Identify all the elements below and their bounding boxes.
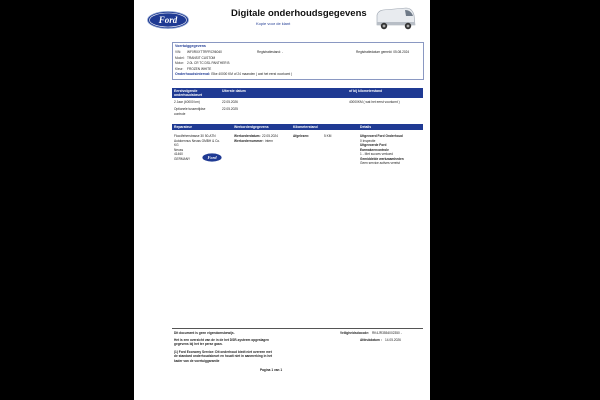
next-service-row1-label: 2 Jaar (40000 km) xyxy=(174,100,200,104)
next-service-row2-label: Optionele tussentijdse controle xyxy=(174,107,206,116)
detail-line4: Earmakeercontrole xyxy=(360,147,389,152)
next-service-row2-date: 22.05.2025 xyxy=(222,107,238,111)
svg-text:Ford: Ford xyxy=(207,155,217,161)
next-service-col1: Eerstvolgende onderhoudsbeurt xyxy=(174,89,203,97)
page-number: Pagina 1 van 1 xyxy=(260,368,283,372)
model-value: TRANSIT CUSTOM xyxy=(187,55,216,60)
vin-row xyxy=(175,50,222,54)
wo-date-label: Werkorderdatum: xyxy=(234,134,261,138)
ford-logo xyxy=(147,11,189,29)
interval-row xyxy=(175,72,292,76)
repair-addr-line4: Neuss xyxy=(174,147,184,152)
next-service-header xyxy=(172,88,423,98)
detail-line5: 1 - Met succes verkoed xyxy=(360,152,393,156)
document-header xyxy=(134,0,430,38)
van-image xyxy=(374,3,418,33)
detail-line3: Uitgevoerde Ford xyxy=(360,143,387,147)
repair-col2: Werkorderdgegevens xyxy=(234,125,269,129)
reg-label: Registratiestand: xyxy=(257,50,281,54)
next-service-row1-km: 40000KM ( wat het eerst voorkomt ) xyxy=(349,100,400,104)
footer-note1: Dit document is geen eigendomsbewijs. xyxy=(174,331,235,335)
footer-divider xyxy=(172,328,423,329)
km-value: 5 KM xyxy=(324,134,332,138)
repair-addr-line2: Autokennus Neuss GMBH & Co. xyxy=(174,138,221,143)
motor-row xyxy=(175,61,230,65)
interval-value: Elke 40000 KM of 24 maanden ( wat het eerst voorkomt ) xyxy=(211,72,293,76)
motor-value: 2.0L CR TC DSL PANTHER B xyxy=(187,61,230,65)
repair-addr-line6: GERMANY xyxy=(174,156,191,161)
next-service-row1-date: 22.05.2026 xyxy=(222,100,238,104)
repair-col4: Details xyxy=(360,125,372,129)
detail-line6: Gemiddelde werkzaamheden xyxy=(360,156,404,161)
vin-value: WF0RXXTTRFRC96040 xyxy=(187,50,222,54)
motor-label: Motor: xyxy=(175,61,185,65)
print-date-value: 14.05.2026 xyxy=(385,338,401,342)
safety-code-label: Veiligheidsdocode: xyxy=(340,331,370,335)
repair-header xyxy=(172,124,423,130)
vehicle-section-title: Voertuiggegevens xyxy=(175,44,206,48)
kleur-label: Kleur: xyxy=(175,66,184,71)
print-date-label: Afdrukdatum : xyxy=(360,338,382,342)
repair-addr-line1: Floodfeherstrasse 30 50-ATN xyxy=(174,134,216,138)
reg-value: - xyxy=(281,50,283,54)
repair-col3: Kilometerstand xyxy=(293,125,318,129)
kleur-value: FROZEN WHITE xyxy=(187,66,212,71)
model-row xyxy=(175,56,215,60)
vehicle-data-box xyxy=(172,42,424,80)
repair-col1: Reparateur xyxy=(174,125,192,129)
svg-text:Ford: Ford xyxy=(158,15,178,26)
interval-label: Onderhoudsinterval: xyxy=(175,72,211,76)
reg-date xyxy=(356,50,409,54)
detail-line2: 0 Inspectie xyxy=(360,138,376,143)
wo-num-value: intern xyxy=(265,138,273,143)
next-service-col2: Uiterste datum xyxy=(222,89,246,93)
wo-date-value: 22.05.2024 xyxy=(262,134,278,138)
km-label: Afgelezen: xyxy=(293,134,310,138)
regdate-value: 05.08.2024 xyxy=(393,50,410,54)
detail-line7: Geen service actives vereist xyxy=(360,161,400,165)
wo-num-label: Werkordernummer: xyxy=(234,138,264,143)
safety-code-value: RK4JR3554002350 - xyxy=(372,331,402,335)
repair-addr-line3: KG xyxy=(174,143,179,147)
model-label: Model: xyxy=(175,55,185,60)
kleur-row xyxy=(175,67,211,71)
detail-line1: Uitgevoerd Ford Onderhoud xyxy=(360,134,403,138)
reg-stand xyxy=(257,50,283,54)
document-page xyxy=(134,0,430,400)
regdate-label: Registratiedatum gemeld: xyxy=(356,50,393,54)
document-subtitle: Kopie voor de klant xyxy=(256,21,291,26)
vin-label: VIN: xyxy=(175,50,182,54)
next-service-col3: of bij kilometerstand xyxy=(349,89,383,93)
document-title: Digitale onderhoudsgegevens xyxy=(231,8,367,19)
footer-note3: (1) Ford Economy Service: Dit onderhoud biedt niet overeen met de standard onderhoudsbeurt en houdt niet in aanmerking in het kader van de voertuiggarantie xyxy=(174,350,273,363)
ford-stamp-logo xyxy=(202,153,222,162)
footer-note2: Het is een overzicht van de in de het DSR-systeem opgeslagen gegevens bij het ter perse gaan. xyxy=(174,338,269,347)
repair-addr-line5: 41460 xyxy=(174,152,183,156)
